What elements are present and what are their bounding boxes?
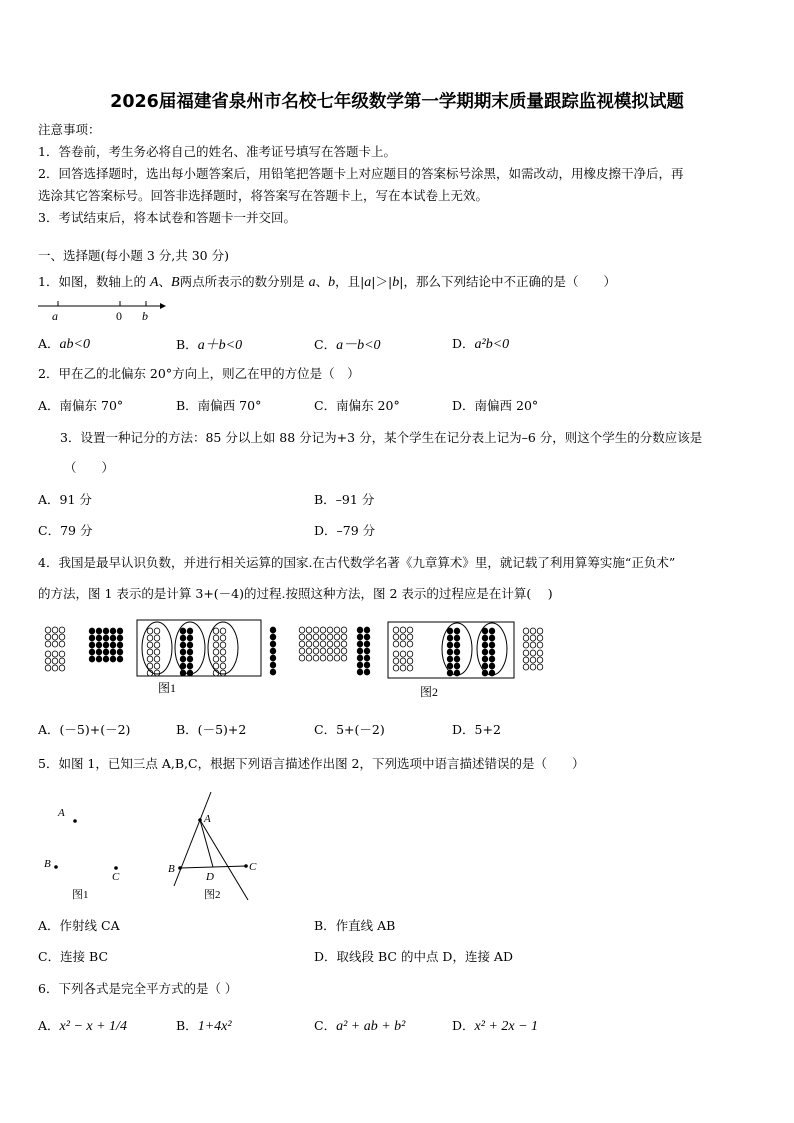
question-3-blank: （ ）: [64, 460, 115, 475]
rod-dot: [482, 656, 488, 662]
rod-dot: [270, 655, 276, 661]
rod-dot: [103, 642, 109, 648]
rod-dot: [357, 655, 363, 661]
rod-dot: [334, 648, 340, 654]
rod-dot: [59, 634, 65, 640]
q4-option-d[interactable]: D．5+2: [452, 722, 501, 737]
rod-dot: [357, 627, 363, 633]
question-2: 2．甲在乙的北偏东 20°方向上，则乙在甲的方位是（ ）: [38, 366, 360, 381]
question-1: [38, 272, 616, 291]
rod-dot: [364, 627, 370, 633]
rod-dot: [313, 641, 319, 647]
fig2-label-d: D: [206, 871, 214, 883]
rod-dot: [299, 634, 305, 640]
rod-dot: [96, 635, 102, 641]
rod-dot: [220, 635, 226, 641]
q1-option-c[interactable]: C．a－b<0: [314, 337, 381, 353]
q2-option-a[interactable]: A．南偏东 70°: [38, 398, 124, 413]
rod-dot: [96, 656, 102, 662]
q2-option-b[interactable]: B．南偏西 70°: [176, 398, 262, 413]
rod-dot: [117, 656, 123, 662]
rod-dot: [52, 634, 58, 640]
rod-dot: [306, 634, 312, 640]
q4-option-b[interactable]: B．(－5)+2: [176, 722, 247, 737]
rod-dot: [187, 635, 193, 641]
rod-dot: [89, 642, 95, 648]
fig2-label-b: B: [168, 863, 175, 875]
rod-dot: [96, 628, 102, 634]
rod-dot: [523, 650, 529, 656]
rod-dot: [147, 628, 153, 634]
rod-dot: [270, 662, 276, 668]
rod-dot: [454, 635, 460, 641]
fig2-caption-q4: 图2: [420, 685, 439, 699]
rod-dot: [334, 627, 340, 633]
rod-dot: [341, 648, 347, 654]
rod-dot: [489, 663, 495, 669]
rod-dot: [400, 641, 406, 647]
rod-dot: [103, 635, 109, 641]
q4-option-c[interactable]: C．5+(－2): [314, 722, 385, 737]
notice-item-2-cont: 选涂其它答案标号。回答非选择题时，将答案写在答题卡上，写在本试卷上无效。: [38, 188, 489, 203]
rod-dot: [400, 634, 406, 640]
rod-dot: [407, 627, 413, 633]
rod-dot: [393, 651, 399, 657]
notice-item-2: 2．回答选择题时，选出每小题答案后，用铅笔把答题卡上对应题目的答案标号涂黑，如需改动，用橡皮擦干净后，再: [38, 166, 684, 181]
q1-text-d: ，且|: [335, 274, 365, 289]
question-5: 5．如图 1，已知三点 A,B,C，根据下列语言描述作出图 2，下列选项中语言描述错误的是（ ）: [38, 756, 585, 771]
rod-dot: [89, 635, 95, 641]
rod-dot: [489, 642, 495, 648]
q2-option-d[interactable]: D．南偏西 20°: [452, 398, 539, 413]
rod-dot: [523, 664, 529, 670]
rod-dot: [96, 649, 102, 655]
rod-dot: [537, 650, 543, 656]
rod-dot: [530, 650, 536, 656]
q1-var-a: a: [308, 275, 316, 290]
rod-dot: [357, 662, 363, 668]
rod-dot: [59, 641, 65, 647]
rod-dot: [400, 627, 406, 633]
q3-option-a[interactable]: A．91 分: [38, 492, 92, 507]
rod-dot: [407, 651, 413, 657]
rod-dot: [364, 634, 370, 640]
rod-dot: [364, 662, 370, 668]
rod-dot: [357, 648, 363, 654]
rod-dot: [530, 657, 536, 663]
q3-option-c[interactable]: C．79 分: [38, 523, 93, 538]
rod-dot: [45, 627, 51, 633]
fig2-label-a: A: [204, 813, 211, 825]
q3-option-b[interactable]: B．–91 分: [314, 492, 375, 507]
counting-rods-figure: [40, 616, 560, 706]
rod-dot: [482, 663, 488, 669]
rod-dot: [523, 628, 529, 634]
rod-dot: [187, 656, 193, 662]
q1-var-b: b: [328, 275, 336, 290]
q1-option-a[interactable]: A．ab<0: [38, 336, 90, 352]
q5-option-d[interactable]: D．取线段 BC 的中点 D，连接 AD: [314, 949, 513, 964]
rod-dot: [110, 635, 116, 641]
q1-text-c: 两点所表示的数分别是: [179, 274, 309, 289]
rod-dot: [454, 656, 460, 662]
rod-dot: [313, 634, 319, 640]
rod-dot: [341, 641, 347, 647]
q1-abs-a: a: [364, 275, 372, 290]
rod-dot: [447, 642, 453, 648]
rod-dot: [213, 649, 219, 655]
rod-dot: [407, 658, 413, 664]
rod-dot: [154, 635, 160, 641]
rod-dot: [147, 642, 153, 648]
rod-dot: [110, 642, 116, 648]
q1-point-b: B: [171, 275, 180, 290]
rod-dot: [482, 635, 488, 641]
rod-dot: [482, 642, 488, 648]
q4-option-a[interactable]: A．(－5)+(－2): [38, 722, 131, 737]
fig1-label-b: B: [44, 858, 51, 870]
rod-dot: [96, 642, 102, 648]
rod-dot: [299, 655, 305, 661]
q1-abs-b: b: [392, 275, 400, 290]
rod-dot: [530, 628, 536, 634]
rod-dot: [407, 641, 413, 647]
rod-dot: [364, 641, 370, 647]
rod-dot: [523, 635, 529, 641]
rod-dot: [270, 648, 276, 654]
rod-dot: [220, 670, 226, 676]
rod-dot: [270, 627, 276, 633]
rod-dot: [320, 655, 326, 661]
rod-dot: [530, 635, 536, 641]
rod-dot: [407, 665, 413, 671]
rod-dot: [320, 648, 326, 654]
rod-dot: [341, 627, 347, 633]
page-title: 2026届福建省泉州市名校七年级数学第一学期期末质量跟踪监视模拟试题: [110, 92, 684, 112]
rod-dot: [320, 641, 326, 647]
rod-dot: [334, 655, 340, 661]
rod-dot: [523, 657, 529, 663]
rod-dot: [213, 656, 219, 662]
rod-dot: [327, 641, 333, 647]
rod-dot: [313, 655, 319, 661]
rod-dot: [103, 656, 109, 662]
rod-dot: [306, 641, 312, 647]
rod-dot: [187, 628, 193, 634]
rod-dot: [117, 635, 123, 641]
axis-label-a: a: [52, 309, 58, 323]
rod-dot: [187, 642, 193, 648]
rod-dot: [313, 648, 319, 654]
rod-dot: [530, 642, 536, 648]
q3-option-d[interactable]: D．–79 分: [314, 523, 376, 538]
rod-dot: [364, 669, 370, 675]
q6-option-c[interactable]: C．a² + ab + b²: [314, 1018, 406, 1034]
rod-dot: [154, 649, 160, 655]
rod-dot: [154, 663, 160, 669]
rod-dot: [299, 627, 305, 633]
rod-dot: [89, 649, 95, 655]
q5-option-c[interactable]: C．连接 BC: [38, 949, 109, 964]
q6-option-d[interactable]: D．x² + 2x − 1: [452, 1018, 539, 1034]
rod-dot: [52, 651, 58, 657]
rod-dot: [45, 658, 51, 664]
q5-option-a[interactable]: A．作射线 CA: [38, 918, 120, 933]
rod-dot: [147, 635, 153, 641]
q6-option-b[interactable]: B．1+4x²: [176, 1018, 232, 1034]
rod-dot: [489, 656, 495, 662]
rod-dot: [341, 634, 347, 640]
q1-text-a: 1．如图，数轴上的: [38, 274, 150, 289]
rod-dot: [117, 628, 123, 634]
rod-dot: [187, 670, 193, 676]
rod-dot: [270, 634, 276, 640]
rod-dot: [454, 642, 460, 648]
rod-dot: [110, 649, 116, 655]
rod-dot: [154, 642, 160, 648]
rod-dot: [537, 635, 543, 641]
rod-dot: [147, 649, 153, 655]
rod-dot: [447, 635, 453, 641]
rod-dot: [489, 628, 495, 634]
rod-dot: [45, 641, 51, 647]
rod-dot: [393, 641, 399, 647]
rod-dot: [393, 634, 399, 640]
rod-dot: [400, 665, 406, 671]
fig1-label-c: C: [112, 871, 120, 883]
question-6: 6．下列各式是完全平方式的是（ ）: [38, 981, 238, 996]
rod-dot: [393, 658, 399, 664]
rod-dot: [103, 628, 109, 634]
rod-dot: [530, 664, 536, 670]
rod-dot: [327, 634, 333, 640]
q1-point-a: A: [149, 275, 159, 290]
question-4-cont: 的方法，图 1 表示的是计算 3+(－4)的过程.按照这种方法，图 2 表示的过程应是在计算( ): [38, 586, 553, 601]
rod-dot: [537, 664, 543, 670]
rod-dot: [59, 651, 65, 657]
rod-dot: [334, 641, 340, 647]
rod-dot: [45, 634, 51, 640]
fig2-label-c: C: [249, 861, 257, 873]
axis-label-zero: 0: [116, 309, 122, 323]
rod-dot: [523, 642, 529, 648]
rod-dot: [489, 635, 495, 641]
q1-sep: 、: [315, 274, 329, 289]
rod-dot: [154, 670, 160, 676]
rod-dot: [59, 665, 65, 671]
rod-dot: [357, 641, 363, 647]
rod-dot: [180, 628, 186, 634]
rod-dot: [537, 642, 543, 648]
rod-dot: [89, 656, 95, 662]
rod-dot: [537, 628, 543, 634]
rod-dot: [364, 655, 370, 661]
q1-option-d[interactable]: D．a²b<0: [452, 336, 510, 352]
rod-dot: [117, 649, 123, 655]
rod-dot: [187, 649, 193, 655]
q1-option-b[interactable]: B．a＋b<0: [176, 337, 243, 353]
rod-dot: [327, 655, 333, 661]
question-4: 4．我国是最早认识负数，并进行相关运算的国家.在古代数学名著《九章算术》里，就记载了利用算筹实施“正负术”: [38, 555, 676, 570]
q2-option-c[interactable]: C．南偏东 20°: [314, 398, 400, 413]
rod-dot: [154, 656, 160, 662]
rod-dot: [400, 658, 406, 664]
q5-option-b[interactable]: B．作直线 AB: [314, 918, 396, 933]
rod-dot: [341, 655, 347, 661]
rod-dot: [110, 656, 116, 662]
rod-dot: [213, 642, 219, 648]
rod-dot: [327, 627, 333, 633]
rod-dot: [220, 642, 226, 648]
rod-dot: [306, 648, 312, 654]
rod-dot: [407, 634, 413, 640]
rod-dot: [334, 634, 340, 640]
geometry-figure: [38, 790, 278, 906]
rod-dot: [270, 669, 276, 675]
q1-text-f: |，那么下列结论中不正确的是（ ）: [399, 274, 616, 289]
q1-text-e: |＞|: [371, 274, 393, 289]
rod-dot: [89, 628, 95, 634]
rod-dot: [454, 649, 460, 655]
question-3: 3．设置一种记分的方法：85 分以上如 88 分记为+3 分，某个学生在记分表上记为–6 分，则这个学生的分数应该是: [60, 430, 703, 445]
fig1-label-a: A: [58, 807, 65, 819]
notice-item-1: 1．答卷前，考生务必将自己的姓名、准考证号填写在答题卡上。: [38, 144, 396, 159]
rod-dot: [447, 663, 453, 669]
rod-dot: [180, 642, 186, 648]
rod-dot: [357, 634, 363, 640]
rod-dot: [357, 669, 363, 675]
rod-dot: [180, 649, 186, 655]
q6-option-a[interactable]: A．x² − x + 1/4: [38, 1018, 127, 1034]
fig1-caption-q4: 图1: [158, 681, 177, 695]
rod-dot: [306, 627, 312, 633]
rod-dot: [52, 627, 58, 633]
rod-dot: [327, 648, 333, 654]
rod-dot: [213, 635, 219, 641]
number-line-figure: [36, 296, 166, 324]
axis-label-b: b: [142, 309, 148, 323]
rod-dot: [454, 628, 460, 634]
rod-dot: [52, 665, 58, 671]
rod-dot: [220, 628, 226, 634]
rod-dot: [447, 649, 453, 655]
section-heading: 一、选择题(每小题 3 分,共 30 分): [38, 248, 229, 263]
rod-dot: [220, 663, 226, 669]
rod-dot: [447, 656, 453, 662]
rod-dot: [154, 628, 160, 634]
rod-dot: [103, 649, 109, 655]
rod-dot: [117, 642, 123, 648]
rod-dot: [220, 649, 226, 655]
rod-dot: [313, 627, 319, 633]
rod-dot: [147, 656, 153, 662]
notice-heading: 注意事项：: [38, 122, 101, 137]
rod-dot: [306, 655, 312, 661]
rod-dot: [187, 663, 193, 669]
rod-dot: [320, 627, 326, 633]
rod-dot: [489, 649, 495, 655]
rod-dot: [320, 634, 326, 640]
rod-dot: [59, 627, 65, 633]
q1-text-b: 、: [158, 274, 172, 289]
rod-dot: [45, 651, 51, 657]
notice-item-3: 3．考试结束后，将本试卷和答题卡一并交回。: [38, 210, 296, 225]
rod-dot: [299, 641, 305, 647]
rod-dot: [180, 635, 186, 641]
rod-dot: [270, 641, 276, 647]
rod-dot: [454, 663, 460, 669]
rod-dot: [537, 657, 543, 663]
rod-dot: [52, 641, 58, 647]
rod-dot: [482, 649, 488, 655]
rod-dot: [59, 658, 65, 664]
rod-dot: [299, 648, 305, 654]
fig2-caption-q5: 图2: [204, 889, 221, 901]
rod-dot: [52, 658, 58, 664]
fig1-caption-q5: 图1: [72, 889, 89, 901]
rod-dot: [45, 665, 51, 671]
rod-dot: [213, 628, 219, 634]
rod-dot: [400, 651, 406, 657]
rod-dot: [110, 628, 116, 634]
rod-dot: [393, 665, 399, 671]
rod-dot: [180, 656, 186, 662]
rod-dot: [393, 627, 399, 633]
rod-dot: [220, 656, 226, 662]
rod-dot: [364, 648, 370, 654]
